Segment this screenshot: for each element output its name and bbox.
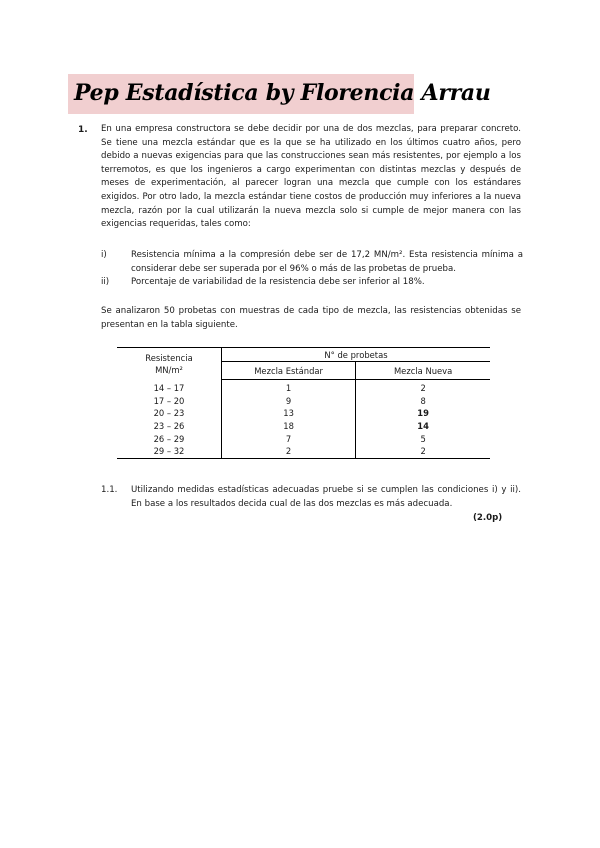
range-cell: 14 – 17 xyxy=(117,380,221,395)
table-row xyxy=(117,445,490,458)
estandar-cell: 2 xyxy=(221,445,355,458)
nueva-cell: 14 xyxy=(417,421,429,432)
nueva-cell: 2 xyxy=(356,445,490,458)
condition-i xyxy=(101,249,521,277)
nueva-cell: 19 xyxy=(417,408,429,419)
subquestion-number: 1.1. xyxy=(101,485,118,495)
points-label: (2.0p) xyxy=(473,513,503,523)
table-row xyxy=(117,420,490,433)
header-resistencia xyxy=(117,348,221,380)
nueva-cell: 5 xyxy=(420,433,426,444)
subquestion-text: Utilizando medidas estadísticas adecuadas pruebe si se cumplen las condiciones i) y ii). En base a los resultados decida cual de las dos mezclas es más adecuada. xyxy=(131,485,521,509)
header-nueva: Mezcla Nueva xyxy=(356,362,490,380)
estandar-cell: 7 xyxy=(221,432,355,445)
condition-text: Resistencia mínima a la compresión debe ser de 17,2 MN/m². Esta resistencia mínima a considerar debe ser superada por el 96% o más de las probetas de prueba. xyxy=(131,250,523,274)
header-units: MN/m² xyxy=(155,364,183,375)
question-intro: En una empresa constructora se debe decidir por una de dos mezclas, para preparar concreto. Se tiene una mezcla estándar que es la que se ha utilizado en los últimos cuatro años, pero debido a nuevas exigencias para que las construcciones sean más resistentes, por ejemplo a los terremotos, es que los ingenieros a cargo experimentan con distintas mezclas y después de meses de experimentación, al parecer logran una mezcla que cumple con los estándares exigidos. Por otro lado, la mezcla estándar tiene costos de producción muy inferiores a la nueva mezcla, razón por la cual utilizarán la nueva mezcla solo si cumple de mejor manera con las exigencias requeridas, tales como: xyxy=(101,124,521,230)
table-row xyxy=(117,395,490,408)
page-title: Pep Estadística by Florencia Arrau xyxy=(74,80,491,106)
table-row xyxy=(117,380,490,395)
table-row xyxy=(117,407,490,420)
table-row xyxy=(117,432,490,445)
range-cell: 17 – 20 xyxy=(117,395,221,408)
estandar-cell: 1 xyxy=(221,380,355,395)
estandar-cell: 13 xyxy=(221,407,355,420)
resistance-table xyxy=(117,347,490,459)
estandar-cell: 18 xyxy=(221,420,355,433)
condition-label: i) xyxy=(101,250,107,260)
condition-label: ii) xyxy=(101,277,110,287)
question-number: 1. xyxy=(78,125,88,135)
range-cell: 23 – 26 xyxy=(117,420,221,433)
condition-ii xyxy=(101,276,521,290)
header-estandar: Mezcla Estándar xyxy=(221,362,355,380)
estandar-cell: 9 xyxy=(221,395,355,408)
analysis-paragraph: Se analizaron 50 probetas con muestras de cada tipo de mezcla, las resistencias obtenidas se presentan en la tabla siguiente. xyxy=(101,306,521,330)
range-cell: 29 – 32 xyxy=(117,445,221,458)
header-probetas: N° de probetas xyxy=(221,348,490,362)
header-resistencia-label: Resistencia xyxy=(145,352,193,363)
condition-text: Porcentaje de variabilidad de la resistencia debe ser inferior al 18%. xyxy=(131,277,425,287)
range-cell: 20 – 23 xyxy=(117,407,221,420)
nueva-cell: 8 xyxy=(420,395,426,406)
range-cell: 26 – 29 xyxy=(117,432,221,445)
nueva-cell: 2 xyxy=(420,383,426,394)
